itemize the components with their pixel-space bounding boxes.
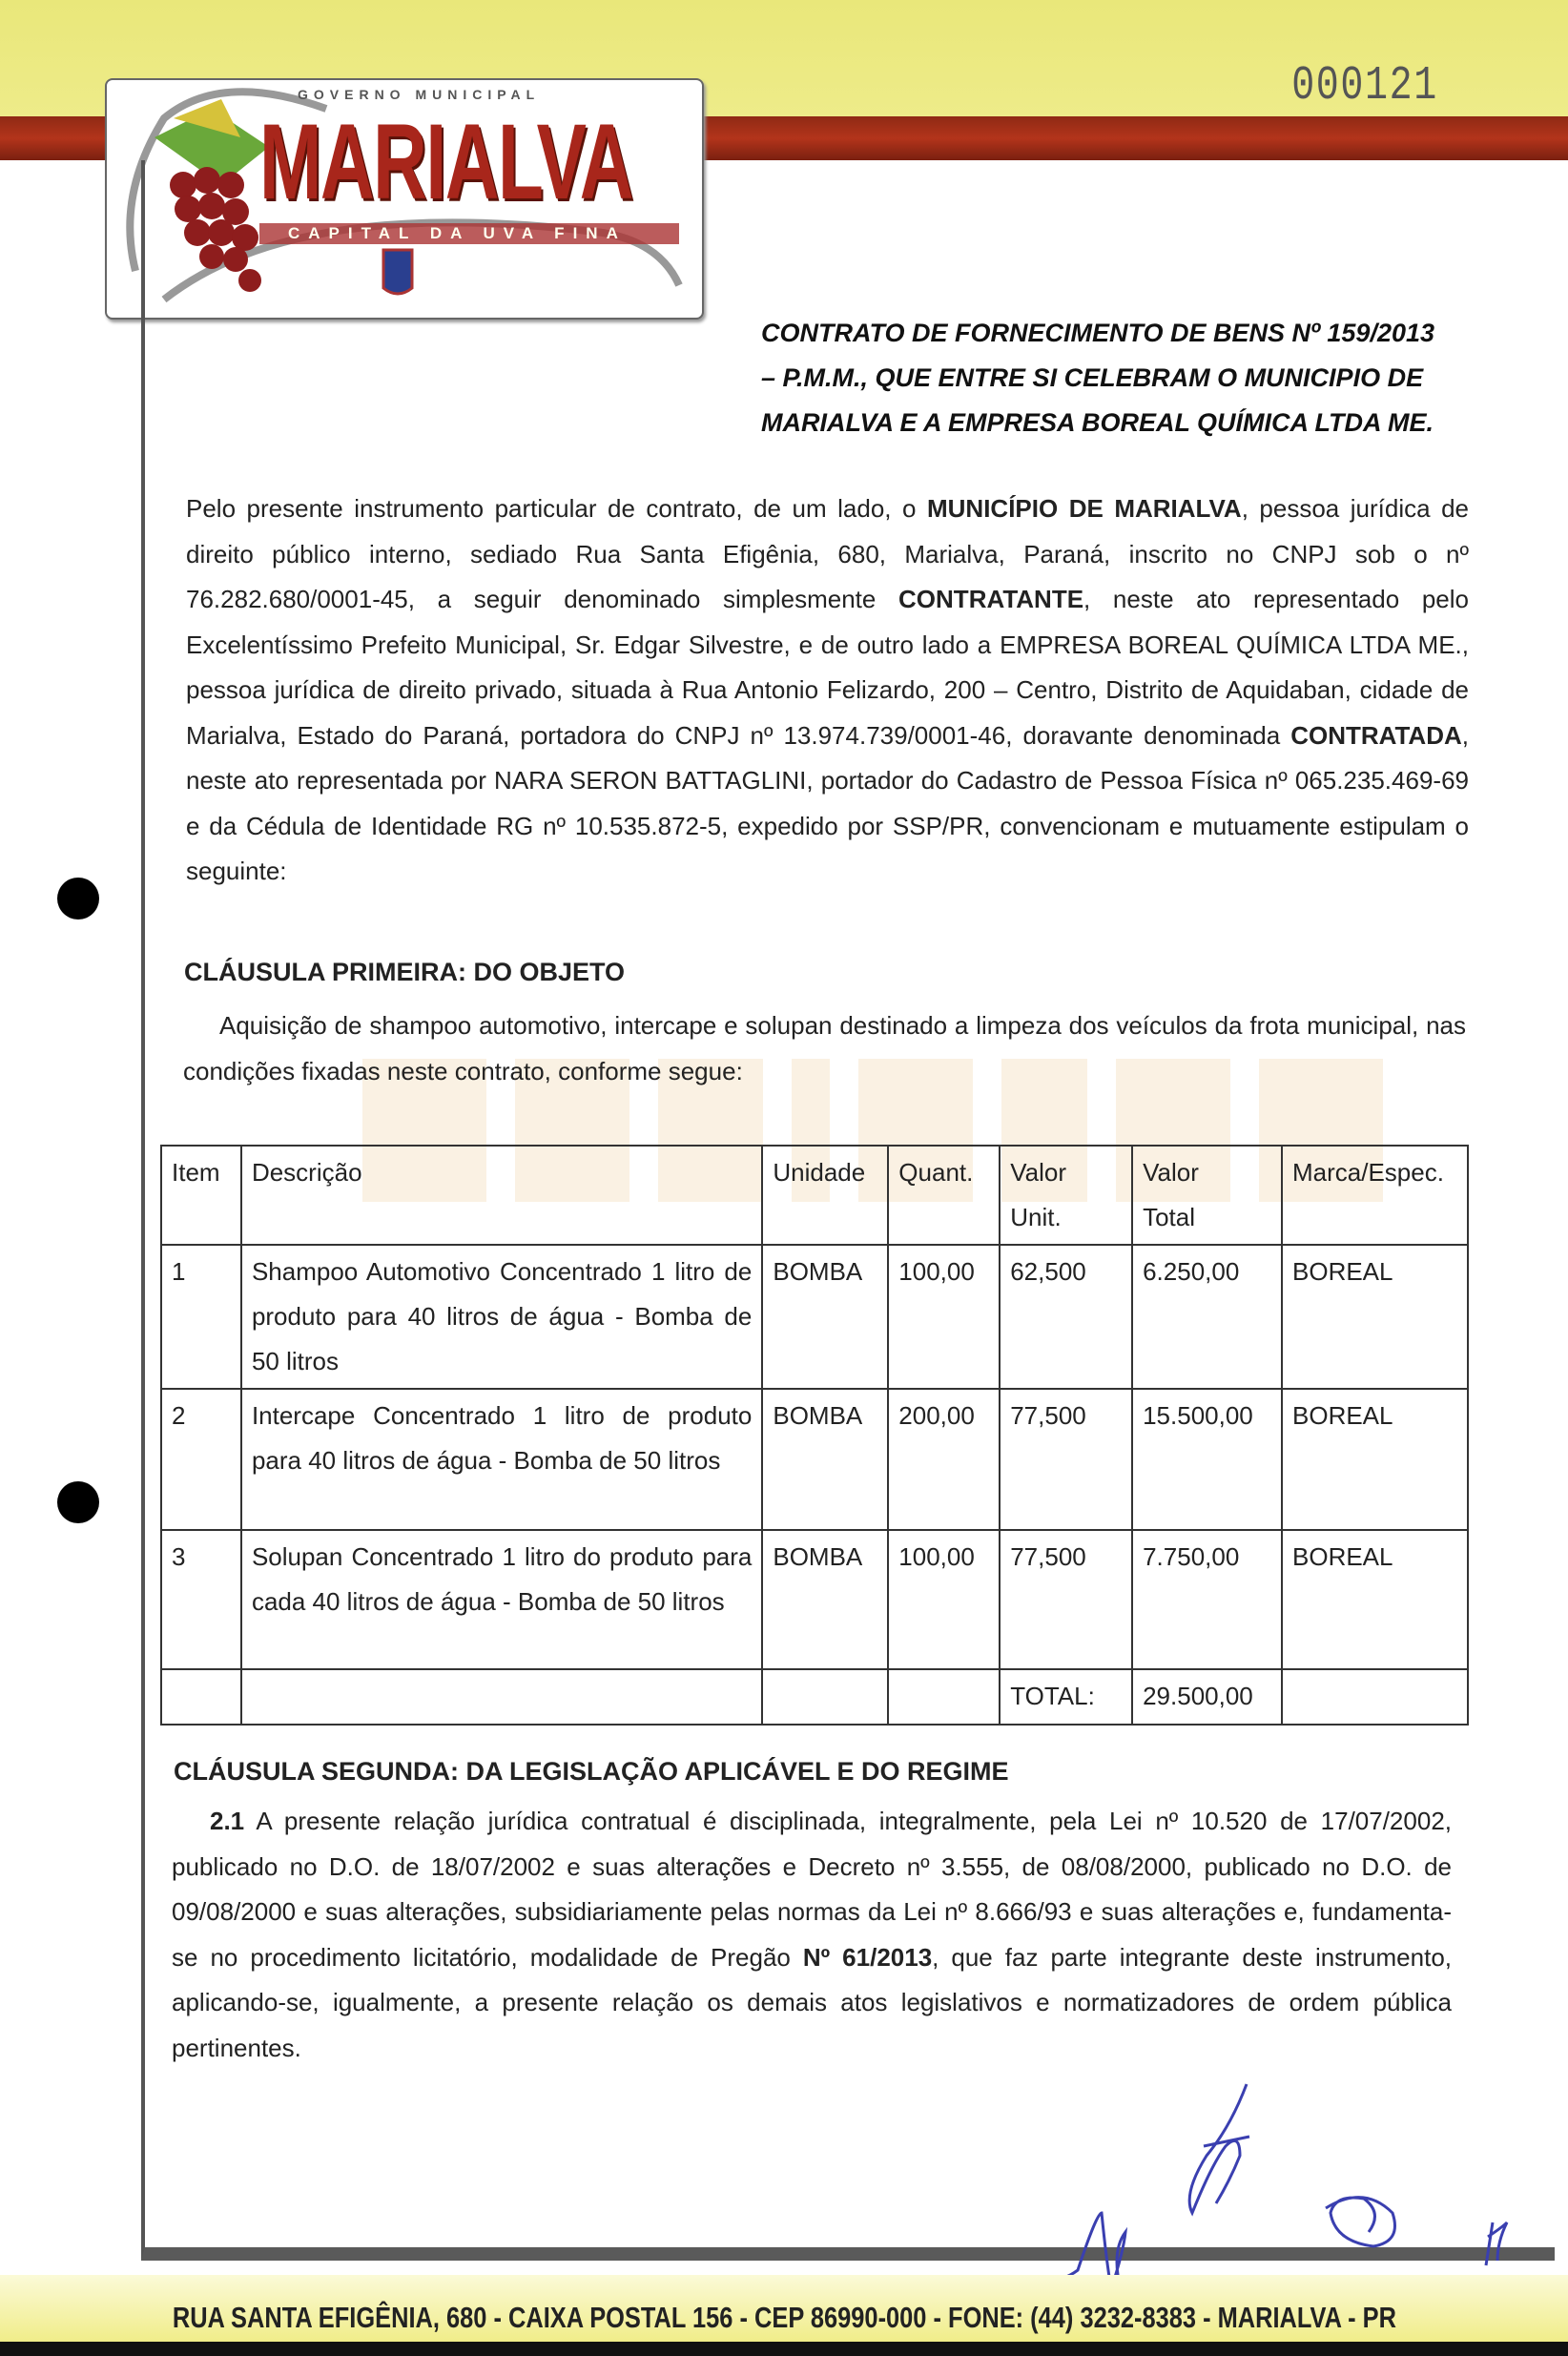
header-item: Item <box>161 1146 241 1245</box>
empty-cell <box>241 1669 762 1725</box>
preamble-paragraph <box>186 486 1469 895</box>
total-value: 29.500,00 <box>1132 1669 1282 1725</box>
punch-hole <box>57 1481 99 1523</box>
text: , pessoa jurídica de direito público interno, sediado Rua Santa Efigênia, 680, Marialva, Paraná, inscrito no CNPJ sob o nº 76.282.680/0001-45, a seguir denominado simplesmente <box>186 494 1470 613</box>
cell-valor-unit: 77,500 <box>1000 1389 1132 1530</box>
text: Valor <box>1143 1158 1199 1187</box>
table-row <box>161 1530 1468 1669</box>
document-number-stamp: 000121 <box>1291 59 1438 114</box>
clause1-text: Aquisição de shampoo automotivo, intercape e solupan destinado a limpeza dos veículos da frota municipal, nas condições fixadas neste contrato, conforme segue: <box>183 1011 1466 1085</box>
table-header-row <box>161 1146 1468 1245</box>
text: Pelo presente instrumento particular de contrato, de um lado, o <box>186 494 927 523</box>
table-total-row <box>161 1669 1468 1725</box>
footer-phone: FONE: (44) 3232-8383 <box>947 2301 1196 2334</box>
cell-quant: 100,00 <box>888 1530 1000 1669</box>
bold-text: CONTRATADA <box>1290 720 1462 750</box>
cell-unidade: BOMBA <box>762 1245 888 1389</box>
footer-city: - MARIALVA - PR <box>1195 2301 1396 2334</box>
cell-valor-total: 7.750,00 <box>1132 1530 1282 1669</box>
title-line: – P.M.M., QUE ENTRE SI CELEBRAM O MUNICIPIO DE <box>761 363 1424 392</box>
cell-valor-unit: 62,500 <box>1000 1245 1132 1389</box>
empty-cell <box>1282 1669 1468 1725</box>
footer-address <box>0 2301 1568 2335</box>
footer-address-text: RUA SANTA EFIGÊNIA, 680 - CAIXA POSTAL 156 - CEP 86990-000 - <box>172 2301 948 2334</box>
empty-cell <box>161 1669 241 1725</box>
logo-name: MARIALVA <box>259 102 632 221</box>
header-quant: Quant. <box>888 1146 1000 1245</box>
footer-edge <box>0 2342 1568 2356</box>
cell-quant: 200,00 <box>888 1389 1000 1530</box>
text: , neste ato representada por NARA SERON BATTAGLINI, portador do Cadastro de Pessoa Física nº 065.235.469-69 e da Cédula de Identidade RG nº 10.535.872-5, expedido por SSP/PR, convencionam e mutuamente estipulam o seguinte: <box>186 720 1469 885</box>
title-line: CONTRATO DE FORNECIMENTO DE BENS Nº 159/2013 <box>761 319 1435 347</box>
clause-number: 2.1 <box>210 1807 245 1835</box>
cell-unidade: BOMBA <box>762 1530 888 1669</box>
clause2-heading: CLÁUSULA SEGUNDA: DA LEGISLAÇÃO APLICÁVEL E DO REGIME <box>174 1757 1009 1786</box>
cell-valor-total: 6.250,00 <box>1132 1245 1282 1389</box>
text: Total <box>1143 1203 1196 1231</box>
table-row <box>161 1245 1468 1389</box>
total-label: TOTAL: <box>1000 1669 1132 1725</box>
header-descricao: Descrição <box>241 1146 762 1245</box>
cell-quant: 100,00 <box>888 1245 1000 1389</box>
text: Unit. <box>1010 1203 1062 1231</box>
cell-marca: BOREAL <box>1282 1530 1468 1669</box>
logo-top-text: GOVERNO MUNICIPAL <box>298 87 541 102</box>
bold-text: CONTRATANTE <box>898 585 1084 613</box>
cell-descricao: Shampoo Automotivo Concentrado 1 litro de produto para 40 litros de água - Bomba de 50 litros <box>241 1245 762 1389</box>
clause1-heading: CLÁUSULA PRIMEIRA: DO OBJETO <box>184 958 626 986</box>
cell-valor-total: 15.500,00 <box>1132 1389 1282 1530</box>
header-unidade: Unidade <box>762 1146 888 1245</box>
cell-item: 3 <box>161 1530 241 1669</box>
text: , que faz parte integrante deste instrumento, aplicando-se, igualmente, a presente relação os demais atos legislativos e normatizadores de ordem pública pertinentes. <box>172 1942 1453 2062</box>
cell-marca: BOREAL <box>1282 1245 1468 1389</box>
bold-text: Nº 61/2013 <box>802 1942 933 1972</box>
cell-valor-unit: 77,500 <box>1000 1530 1132 1669</box>
text: A presente relação jurídica contratual é disciplinada, integralmente, pela Lei nº 10.520 de 17/07/2002, publicado no D.O. de 18/07/2002 e suas alterações e Decreto nº 3.555, de 08/08/2000, publicado no D.O. de 09/08/2000 e suas alterações, subsidiariamente pelas normas da Lei nº 8.666/93 e suas alterações e, fundamenta-se no procedimento licitatório, modalidade de Pregão <box>172 1807 1452 1972</box>
text: Valor <box>1010 1158 1066 1187</box>
title-line: MARIALVA E A EMPRESA BOREAL QUÍMICA LTDA ME. <box>761 408 1434 437</box>
text: , neste ato representado pelo Excelentíssimo Prefeito Municipal, Sr. Edgar Silvestre, e de outro lado a EMPRESA BOREAL QUÍMICA LTDA ME., pessoa jurídica de direito privado, situada à Rua Antonio Felizardo, 200 – Centro, Distrito de Aquidaban, cidade de Marialva, Estado do Paraná, portadora do CNPJ nº 13.974.739/0001-46, doravante denominada <box>186 585 1469 750</box>
header-valor-total <box>1132 1146 1282 1245</box>
punch-hole <box>57 878 99 920</box>
cell-item: 1 <box>161 1245 241 1389</box>
header-valor-unit <box>1000 1146 1132 1245</box>
bold-text: MUNICÍPIO DE MARIALVA <box>927 494 1242 523</box>
items-table <box>160 1145 1469 1726</box>
empty-cell <box>888 1669 1000 1725</box>
contract-title <box>761 311 1476 445</box>
clause2-text <box>172 1799 1452 2071</box>
empty-cell <box>762 1669 888 1725</box>
cell-marca: BOREAL <box>1282 1389 1468 1530</box>
cell-item: 2 <box>161 1389 241 1530</box>
table-row <box>161 1389 1468 1530</box>
cell-descricao: Intercape Concentrado 1 litro de produto para 40 litros de água - Bomba de 50 litros <box>241 1389 762 1530</box>
cell-unidade: BOMBA <box>762 1389 888 1530</box>
header-marca: Marca/Espec. <box>1282 1146 1468 1245</box>
cell-descricao: Solupan Concentrado 1 litro do produto para cada 40 litros de água - Bomba de 50 litros <box>241 1530 762 1669</box>
logo-slogan: CAPITAL DA UVA FINA <box>288 224 627 242</box>
